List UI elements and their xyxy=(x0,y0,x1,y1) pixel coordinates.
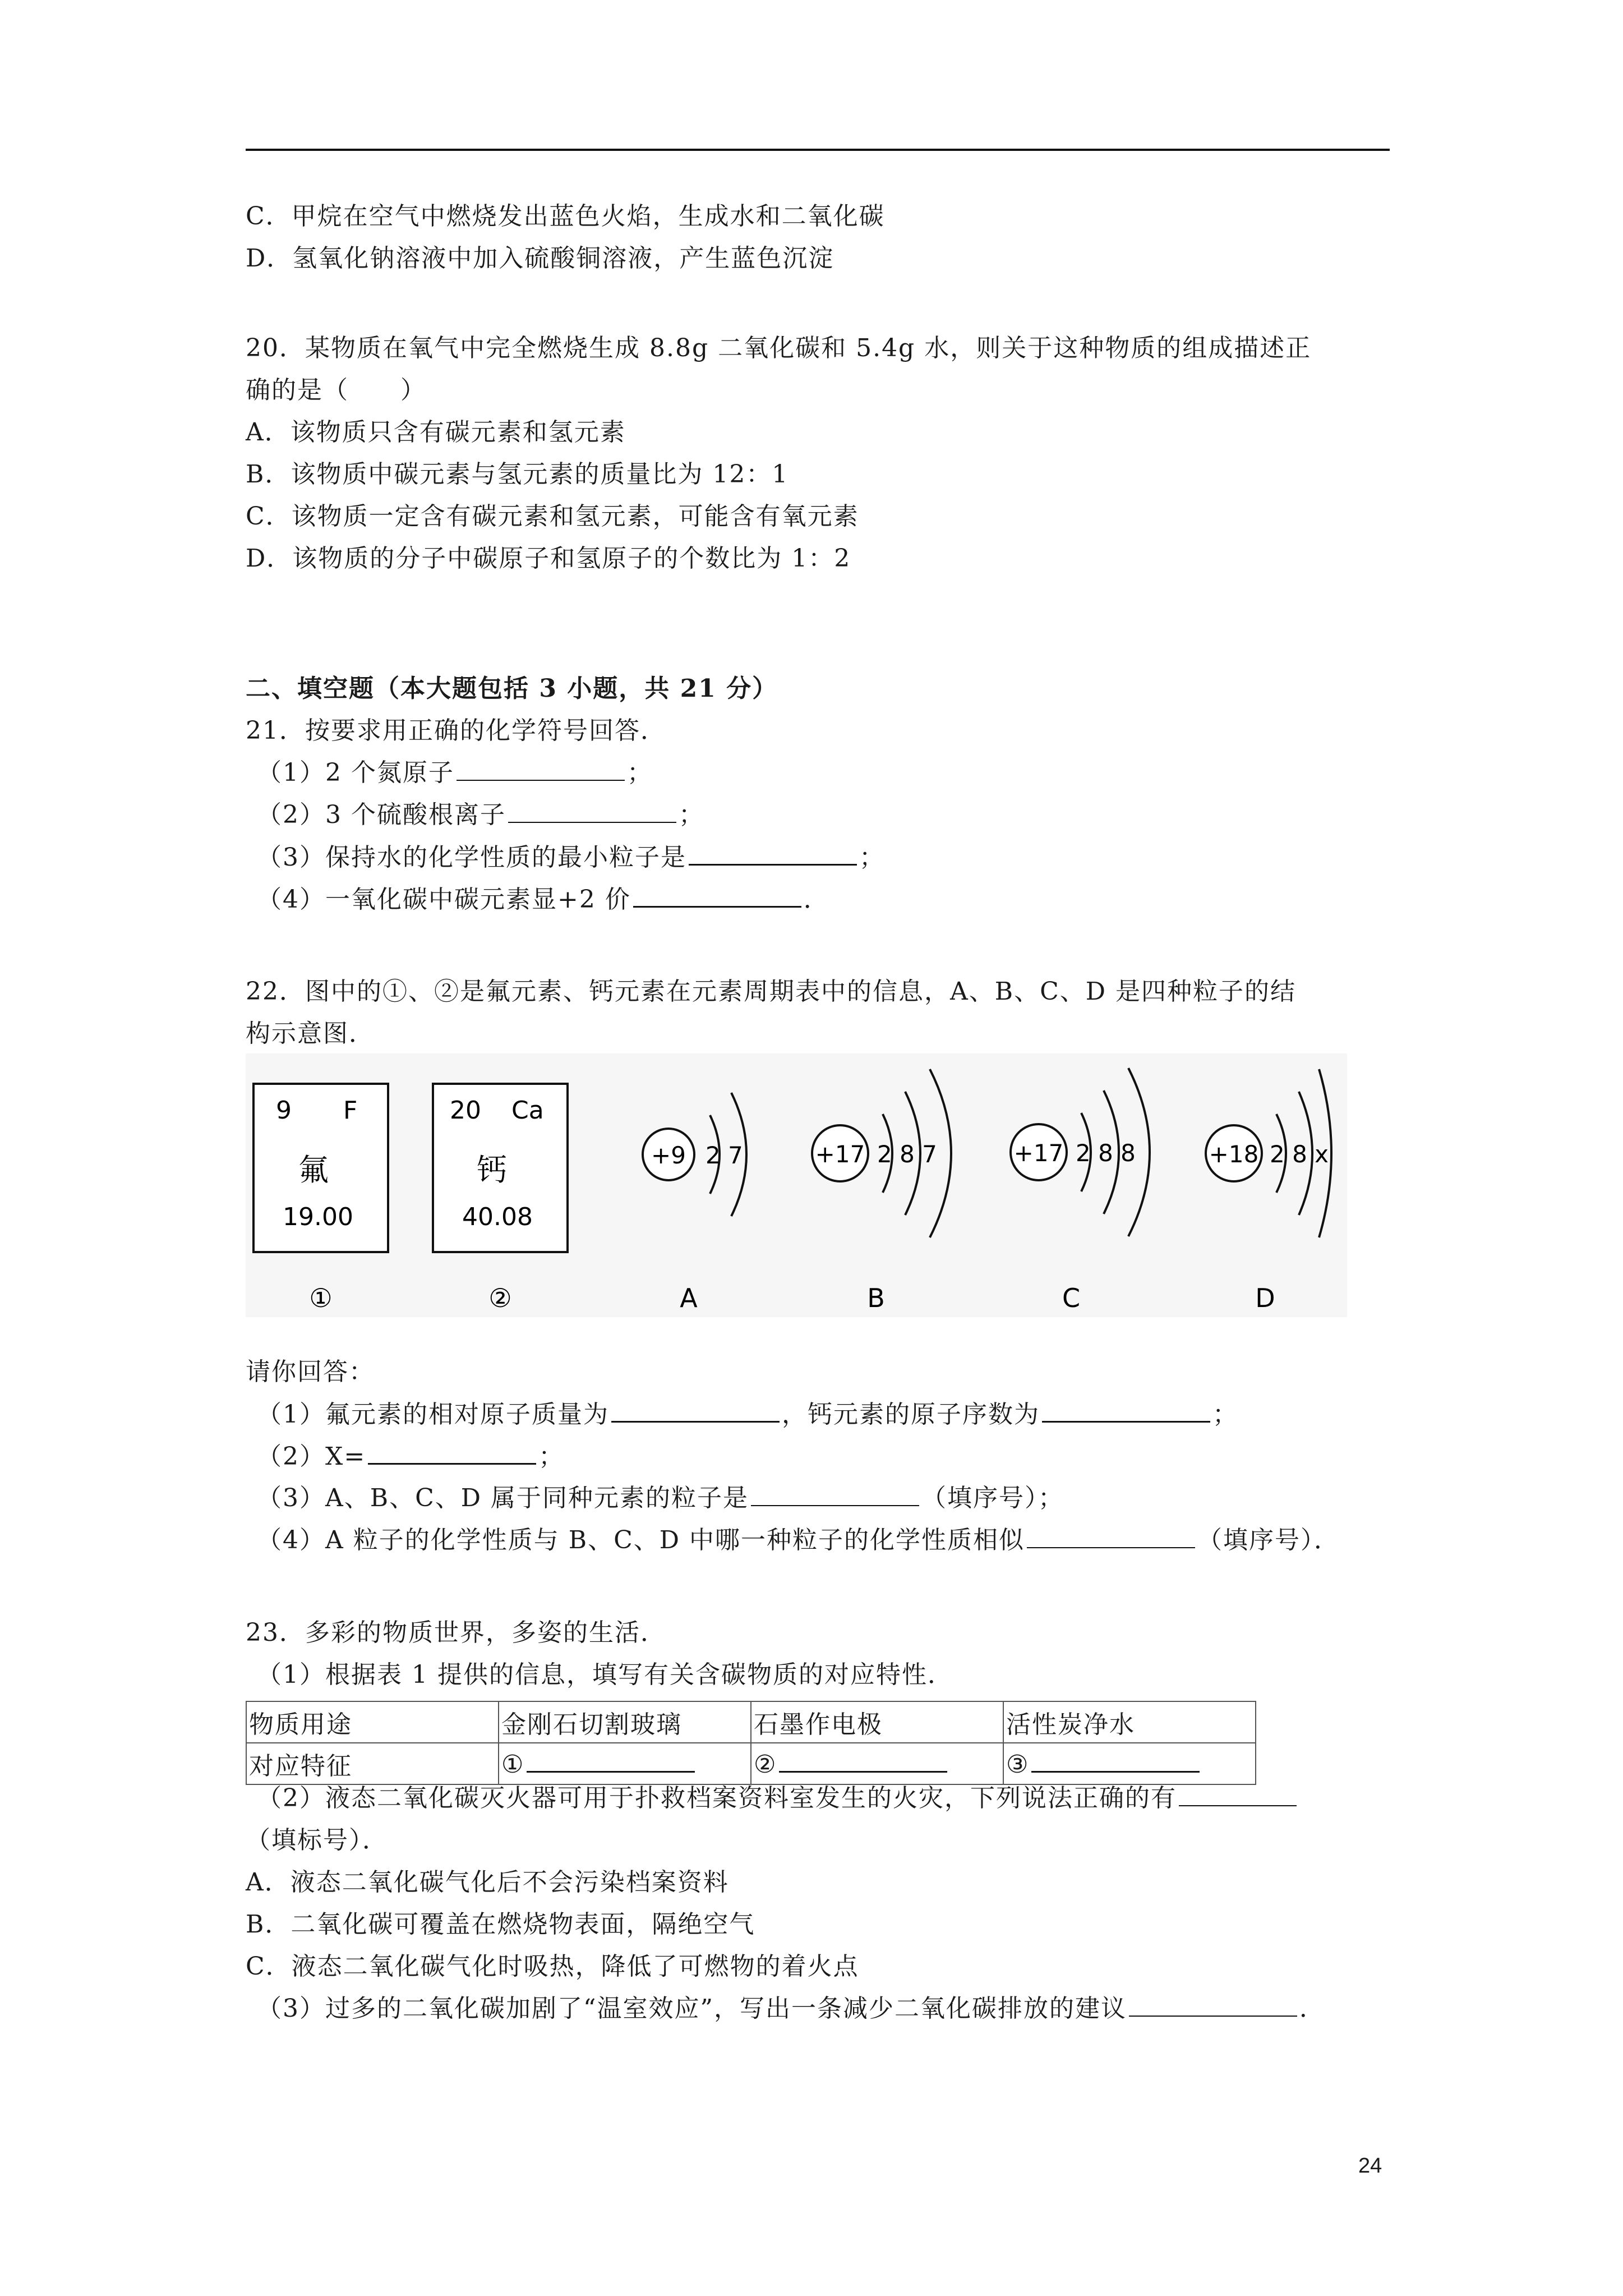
q22-part2 xyxy=(257,1441,564,1473)
page-number: 24 xyxy=(1358,2154,1382,2178)
q23-option-a: A．液态二氧化碳气化后不会污染档案资料 xyxy=(246,1868,729,1897)
table-blank-3[interactable] xyxy=(1031,1749,1200,1773)
particle-d-shells: 2 8 x xyxy=(1270,1140,1329,1168)
q22-part3-blank[interactable] xyxy=(751,1483,919,1506)
table-blank-label: ③ xyxy=(1006,1750,1030,1779)
particle-c-label: C xyxy=(1062,1283,1081,1313)
particle-b-charge: +17 xyxy=(815,1140,865,1168)
q22-part3-end: （填序号）； xyxy=(921,1484,1064,1512)
table-cell: 物质用途 xyxy=(246,1701,499,1743)
q22-stem-line2: 构示意图． xyxy=(246,1019,375,1048)
q21-part2-end: ； xyxy=(678,800,704,829)
cell2-number: 20 xyxy=(450,1096,481,1125)
q21-part4-end: ． xyxy=(803,885,829,914)
q22-part1-end: ； xyxy=(1212,1400,1238,1429)
header-rule xyxy=(246,149,1390,151)
q21-part1 xyxy=(257,757,653,789)
particle-b-label: B xyxy=(867,1283,885,1313)
q22-part1-text-b: ，钙元素的原子序数为 xyxy=(782,1400,1040,1429)
q21-part3-blank[interactable] xyxy=(689,841,857,866)
table-row xyxy=(246,1701,1256,1743)
q20-stem-line1: 20．某物质在氧气中完全燃烧生成 8.8g 二氧化碳和 5.4g 水，则关于这种物质的组成描述正 xyxy=(246,334,1312,362)
q23-part3-text: （3）过多的二氧化碳加剧了“温室效应”，写出一条减少二氧化碳排放的建议 xyxy=(257,1994,1127,2023)
q22-part3-text: （3）A、B、C、D 属于同种元素的粒子是 xyxy=(257,1484,749,1512)
q22-part3 xyxy=(257,1483,1064,1514)
q22-part1-blank-b[interactable] xyxy=(1042,1398,1210,1423)
q22-part2-text: （2）X= xyxy=(257,1442,366,1471)
q21-part2-text: （2）3 个硫酸根离子 xyxy=(257,800,506,829)
q19-option-d: D．氢氧化钠溶液中加入硫酸铜溶液，产生蓝色沉淀 xyxy=(246,244,834,273)
q23-part2-line2: （填标号）． xyxy=(246,1826,388,1855)
table-row xyxy=(246,1743,1256,1784)
table-cell xyxy=(1003,1743,1256,1784)
section-2-title: 二、填空题（本大题包括 3 小题，共 21 分） xyxy=(246,674,778,703)
q23-part2-blank[interactable] xyxy=(1179,1783,1297,1806)
q21-part3-text: （3）保持水的化学性质的最小粒子是 xyxy=(257,843,686,872)
particle-d-charge: +18 xyxy=(1209,1140,1259,1168)
particle-c-charge: +17 xyxy=(1013,1139,1064,1167)
particle-a-charge: +9 xyxy=(651,1142,686,1169)
table-cell: 金刚石切割玻璃 xyxy=(499,1701,751,1743)
table-blank-label: ② xyxy=(754,1750,777,1779)
particle-b-diagram xyxy=(812,1069,951,1237)
element-and-particle-figure xyxy=(246,1053,1347,1317)
table-cell: 活性炭净水 xyxy=(1003,1701,1256,1743)
cell1-mass: 19.00 xyxy=(283,1203,353,1231)
cell2-label: ② xyxy=(488,1283,512,1313)
q23-option-b: B．二氧化碳可覆盖在燃烧物表面，隔绝空气 xyxy=(246,1910,755,1939)
particle-d-diagram xyxy=(1206,1069,1331,1237)
q21-part4-blank[interactable] xyxy=(633,884,801,908)
cell1-label: ① xyxy=(309,1283,333,1313)
particle-a-shells: 2 7 xyxy=(706,1142,743,1169)
q23-stem: 23．多彩的物质世界，多姿的生活． xyxy=(246,1618,666,1647)
q22-part1-blank-a[interactable] xyxy=(611,1398,780,1423)
q23-part2-text: （2）液态二氧化碳灭火器可用于扑救档案资料室发生的火灾，下列说法正确的有 xyxy=(257,1784,1177,1812)
q20-stem-line2: 确的是（ ） xyxy=(246,376,426,404)
cell2-mass: 40.08 xyxy=(462,1203,533,1231)
q22-part4-blank[interactable] xyxy=(1027,1525,1195,1548)
q22-part2-blank[interactable] xyxy=(368,1441,536,1465)
q22-part4-text: （4）A 粒子的化学性质与 B、C、D 中哪一种粒子的化学性质相似 xyxy=(257,1526,1025,1554)
q21-part4-text: （4）一氧化碳中碳元素显+2 价 xyxy=(257,885,631,914)
q21-part1-end: ； xyxy=(626,758,653,787)
q21-part2-blank[interactable] xyxy=(508,799,676,823)
particle-b-shells: 2 8 7 xyxy=(877,1140,937,1168)
q21-part3-end: ； xyxy=(859,843,885,872)
q23-part2-line1 xyxy=(257,1783,1299,1814)
cell2-symbol: Ca xyxy=(511,1096,544,1125)
q23-part3-blank[interactable] xyxy=(1129,1993,1297,2017)
q22-part1 xyxy=(257,1398,1238,1430)
cell2-name: 钙 xyxy=(477,1152,507,1188)
q21-part3 xyxy=(257,841,885,873)
q20-option-b: B．该物质中碳元素与氢元素的质量比为 12：1 xyxy=(246,460,789,489)
q21-part1-text: （1）2 个氮原子 xyxy=(257,758,454,787)
q19-option-c: C．甲烷在空气中燃烧发出蓝色火焰，生成水和二氧化碳 xyxy=(246,202,885,231)
carbon-properties-table xyxy=(246,1701,1256,1785)
q20-option-c: C．该物质一定含有碳元素和氢元素，可能含有氧元素 xyxy=(246,502,859,531)
particle-c-shells: 2 8 8 xyxy=(1076,1139,1136,1167)
q22-part2-end: ； xyxy=(538,1442,565,1471)
cell1-symbol: F xyxy=(343,1096,358,1125)
q23-part3 xyxy=(257,1993,1325,2024)
q21-part4 xyxy=(257,884,829,915)
cell1-name: 氟 xyxy=(298,1152,329,1188)
q22-part1-text-a: （1）氟元素的相对原子质量为 xyxy=(257,1400,609,1429)
q21-part1-blank[interactable] xyxy=(457,757,625,781)
table-cell: 对应特征 xyxy=(246,1743,499,1784)
q22-part4-end: （填序号）． xyxy=(1197,1526,1340,1554)
particle-d-label: D xyxy=(1255,1283,1275,1313)
q23-part3-end: ． xyxy=(1299,1994,1325,2023)
particle-a-diagram xyxy=(643,1093,746,1216)
cell1-number: 9 xyxy=(276,1096,292,1125)
q21-stem: 21．按要求用正确的化学符号回答． xyxy=(246,716,666,745)
particle-a-label: A xyxy=(680,1283,698,1313)
table-cell: 石墨作电极 xyxy=(751,1701,1003,1743)
table-blank-label: ① xyxy=(501,1750,525,1779)
figure-svg xyxy=(246,1053,1347,1317)
table-cell xyxy=(751,1743,1003,1784)
q21-part2 xyxy=(257,799,704,831)
q23-part1: （1）根据表 1 提供的信息，填写有关含碳物质的对应特性． xyxy=(257,1660,953,1689)
q23-option-c: C．液态二氧化碳气化时吸热，降低了可燃物的着火点 xyxy=(246,1952,859,1981)
q20-option-d: D．该物质的分子中碳原子和氢原子的个数比为 1：2 xyxy=(246,544,851,573)
q22-prompt: 请你回答： xyxy=(246,1358,375,1386)
q22-part4 xyxy=(257,1525,1340,1556)
table-cell xyxy=(499,1743,751,1784)
table-blank-2[interactable] xyxy=(779,1749,947,1773)
table-blank-1[interactable] xyxy=(527,1749,695,1773)
q22-stem-line1: 22．图中的①、②是氟元素、钙元素在元素周期表中的信息，A、B、C、D 是四种粒子的结 xyxy=(246,977,1297,1006)
particle-c-diagram xyxy=(1011,1068,1150,1236)
q20-option-a: A．该物质只含有碳元素和氢元素 xyxy=(246,418,626,447)
